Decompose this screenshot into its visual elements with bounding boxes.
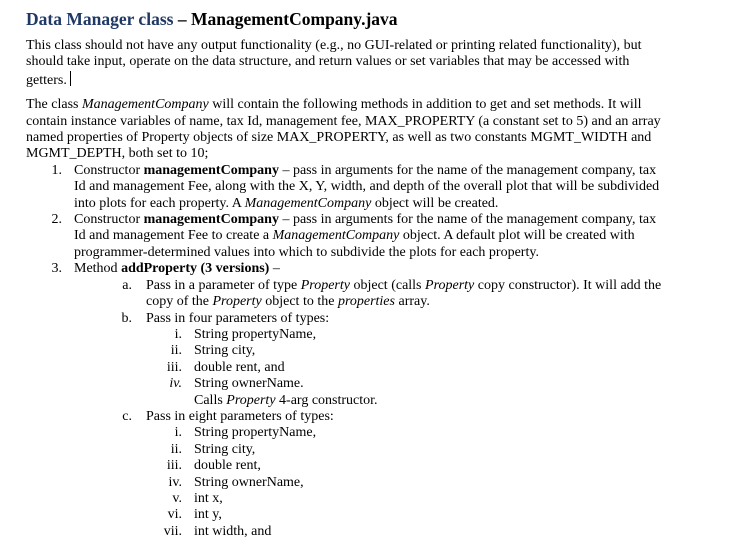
item-text: programmer-determined values into which to subdivide the plots for each property. [74, 244, 539, 260]
param-item[interactable] [26, 507, 726, 523]
intro-line: getters. [26, 72, 67, 88]
sub-list-item[interactable] [26, 311, 726, 327]
sub-text: Pass in a parameter of type [146, 277, 301, 293]
param-numeral: iii. [166, 359, 182, 375]
sub-list-letter: b. [121, 310, 132, 326]
param-item[interactable] [26, 425, 726, 441]
item-text: Constructor [74, 212, 144, 228]
document-body [26, 8, 726, 540]
list-item[interactable] [26, 163, 726, 212]
param-numeral: iv. [168, 474, 182, 490]
item-text: into plots for each property. A [74, 195, 245, 211]
item-text: object. A default plot will be created with [399, 228, 635, 244]
sub-list-letter: a. [122, 277, 132, 293]
item-text: object will be created. [371, 195, 499, 211]
title-section: Data Manager class [26, 9, 174, 29]
title-filename: ManagementCompany.java [190, 9, 398, 29]
param-item[interactable] [26, 327, 726, 343]
intro-line: should take input, operate on the data structure, and return values or set variables that may be accessed with [26, 54, 630, 70]
param-item[interactable] [26, 524, 726, 540]
item-text: – [269, 261, 280, 277]
param-numeral: ii. [170, 441, 182, 457]
param-text: String propertyName, [194, 425, 317, 441]
class-description[interactable] [26, 97, 726, 163]
param-text: int y, [194, 507, 222, 523]
param-text: int x, [194, 490, 223, 506]
item-text: Method [74, 261, 122, 277]
item-class-name: ManagementCompany [272, 228, 400, 244]
list-item[interactable] [26, 261, 726, 277]
desc-text: will contain the following methods in addition to get and set methods. It will [208, 97, 642, 113]
sub-list-item[interactable] [26, 409, 726, 425]
sub-list-item[interactable] [26, 278, 726, 311]
sub-class-name: Property [300, 277, 350, 293]
sub-array-name: properties [337, 294, 395, 310]
list-item[interactable] [26, 212, 726, 261]
sub-text: copy of the [146, 294, 213, 310]
param-item[interactable] [26, 360, 726, 376]
item-text: Constructor [74, 162, 144, 178]
param-numeral: vi. [167, 507, 182, 523]
desc-text: contain instance variables of name, tax Id, management fee, MAX_PROPERTY (a constant set to 5) and an array [26, 113, 661, 129]
list-number: 3. [51, 261, 62, 277]
param-item[interactable] [26, 442, 726, 458]
param-item[interactable] [26, 376, 726, 392]
item-class-name: ManagementCompany [244, 195, 372, 211]
calls-note[interactable] [26, 393, 726, 409]
desc-text: MGMT_DEPTH, both set to 10; [26, 146, 209, 162]
sub-text: object (calls [349, 277, 426, 293]
list-number: 2. [51, 212, 62, 228]
sub-class-name: Property [425, 277, 475, 293]
desc-text: named properties of Property objects of size MAX_PROPERTY, as well as two constants MGMT_WIDTH and [26, 130, 652, 146]
param-text: String city, [194, 343, 256, 359]
sub-list-letter: c. [122, 408, 132, 424]
sub-text: copy constructor). It will add the [474, 277, 662, 293]
param-numeral: iii. [166, 458, 182, 474]
title-dash: – [173, 9, 191, 29]
note-text: 4-arg constructor. [275, 392, 378, 408]
intro-line: This class should not have any output functionality (e.g., no GUI-related or printing related functionality), but [26, 38, 642, 53]
method-name: managementCompany [143, 162, 279, 178]
method-name: managementCompany [143, 212, 279, 228]
param-item[interactable] [26, 343, 726, 359]
list-number: 1. [51, 162, 62, 178]
sub-class-name: Property [212, 294, 262, 310]
note-class-name: Property [226, 392, 276, 408]
param-item[interactable] [26, 491, 726, 507]
param-text: double rent, and [194, 359, 285, 375]
param-numeral: vii. [163, 523, 182, 539]
param-text: String city, [194, 441, 256, 457]
param-numeral: iv. [169, 376, 182, 392]
param-text: int width, and [194, 523, 272, 539]
param-numeral: v. [172, 490, 182, 506]
param-text: String propertyName, [194, 326, 317, 342]
param-text: double rent, [194, 458, 261, 474]
note-text: Calls [194, 392, 227, 408]
param-numeral: ii. [170, 343, 182, 359]
param-text: String ownerName, [194, 474, 304, 490]
sub-text: object to the [261, 294, 338, 310]
item-text: Id and management Fee to create a [74, 228, 273, 244]
text-cursor [70, 71, 71, 86]
item-text: Id and management Fee, along with the X, Y, width, and depth of the overall plot that will be subdivided [74, 179, 660, 195]
method-name: addProperty (3 versions) [121, 261, 270, 277]
param-text: String ownerName. [194, 376, 304, 392]
param-numeral: i. [174, 425, 182, 441]
param-numeral: i. [174, 326, 182, 342]
desc-class-name: ManagementCompany [81, 97, 209, 113]
item-text: – pass in arguments for the name of the management company, tax [278, 162, 657, 178]
desc-text: The class [26, 97, 82, 113]
page-title [26, 8, 726, 30]
intro-paragraph[interactable] [26, 38, 726, 89]
sub-text: Pass in four parameters of types: [146, 310, 330, 326]
sub-text: array. [394, 294, 430, 310]
param-item[interactable] [26, 475, 726, 491]
item-text: – pass in arguments for the name of the management company, tax [278, 212, 657, 228]
sub-text: Pass in eight parameters of types: [146, 408, 334, 424]
param-item[interactable] [26, 458, 726, 474]
